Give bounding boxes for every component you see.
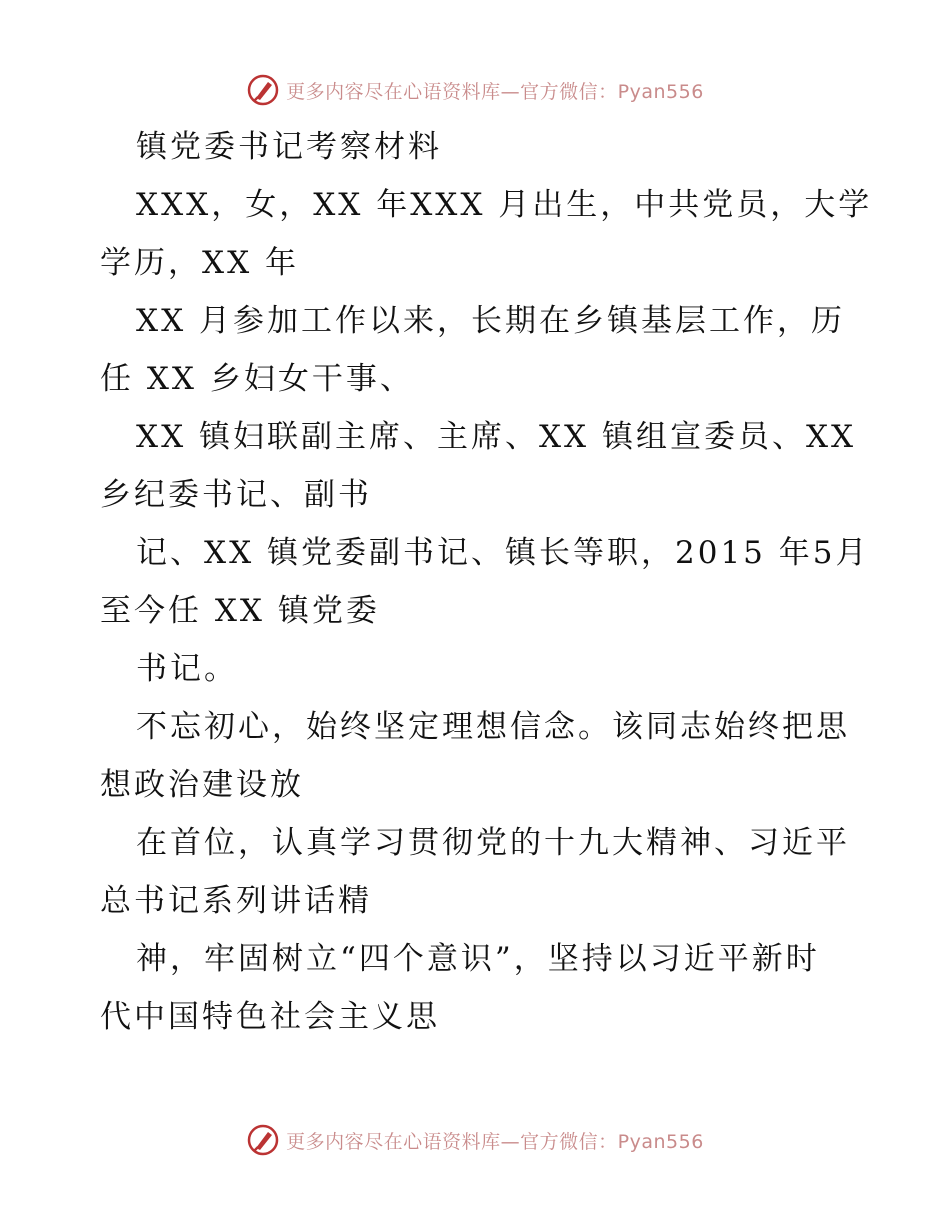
paragraph-line: 记、XX 镇党委副书记、镇长等职，2015 年5月	[136, 535, 870, 571]
document-title: 镇党委书记考察材料	[136, 129, 442, 165]
watermark-text: 更多内容尽在心语资料库—官方微信：Pyan556	[286, 80, 704, 103]
header-watermark	[0, 70, 950, 110]
footer-watermark	[0, 1120, 950, 1160]
pen-nib-logo-icon	[246, 1123, 280, 1157]
paragraph-line: 书记。	[136, 651, 238, 687]
pen-nib-logo-icon	[246, 73, 280, 107]
paragraph-line: 学历，XX 年	[100, 245, 299, 281]
paragraph-line: 在首位，认真学习贯彻党的十九大精神、习近平	[136, 825, 850, 861]
paragraph-line: XX 镇妇联副主席、主席、XX 镇组宣委员、XX	[136, 419, 857, 455]
paragraph-line: 代中国特色社会主义思	[100, 999, 440, 1035]
paragraph-line: 至今任 XX 镇党委	[100, 593, 380, 629]
paragraph-line: XXX，女，XX 年XXX 月出生，中共党员，大学	[136, 187, 873, 223]
paragraph-line: 乡纪委书记、副书	[100, 477, 372, 513]
paragraph-line: 任 XX 乡妇女干事、	[100, 361, 414, 397]
watermark-text: 更多内容尽在心语资料库—官方微信：Pyan556	[286, 1130, 704, 1153]
paragraph-line: 不忘初心，始终坚定理想信念。该同志始终把思	[136, 709, 850, 745]
paragraph-line: 总书记系列讲话精	[100, 883, 372, 919]
paragraph-line: 神，牢固树立“四个意识”，坚持以习近平新时	[136, 941, 820, 977]
paragraph-line: XX 月参加工作以来，长期在乡镇基层工作，历	[136, 303, 845, 339]
paragraph-line: 想政治建设放	[100, 767, 304, 803]
document-body	[100, 118, 873, 1046]
